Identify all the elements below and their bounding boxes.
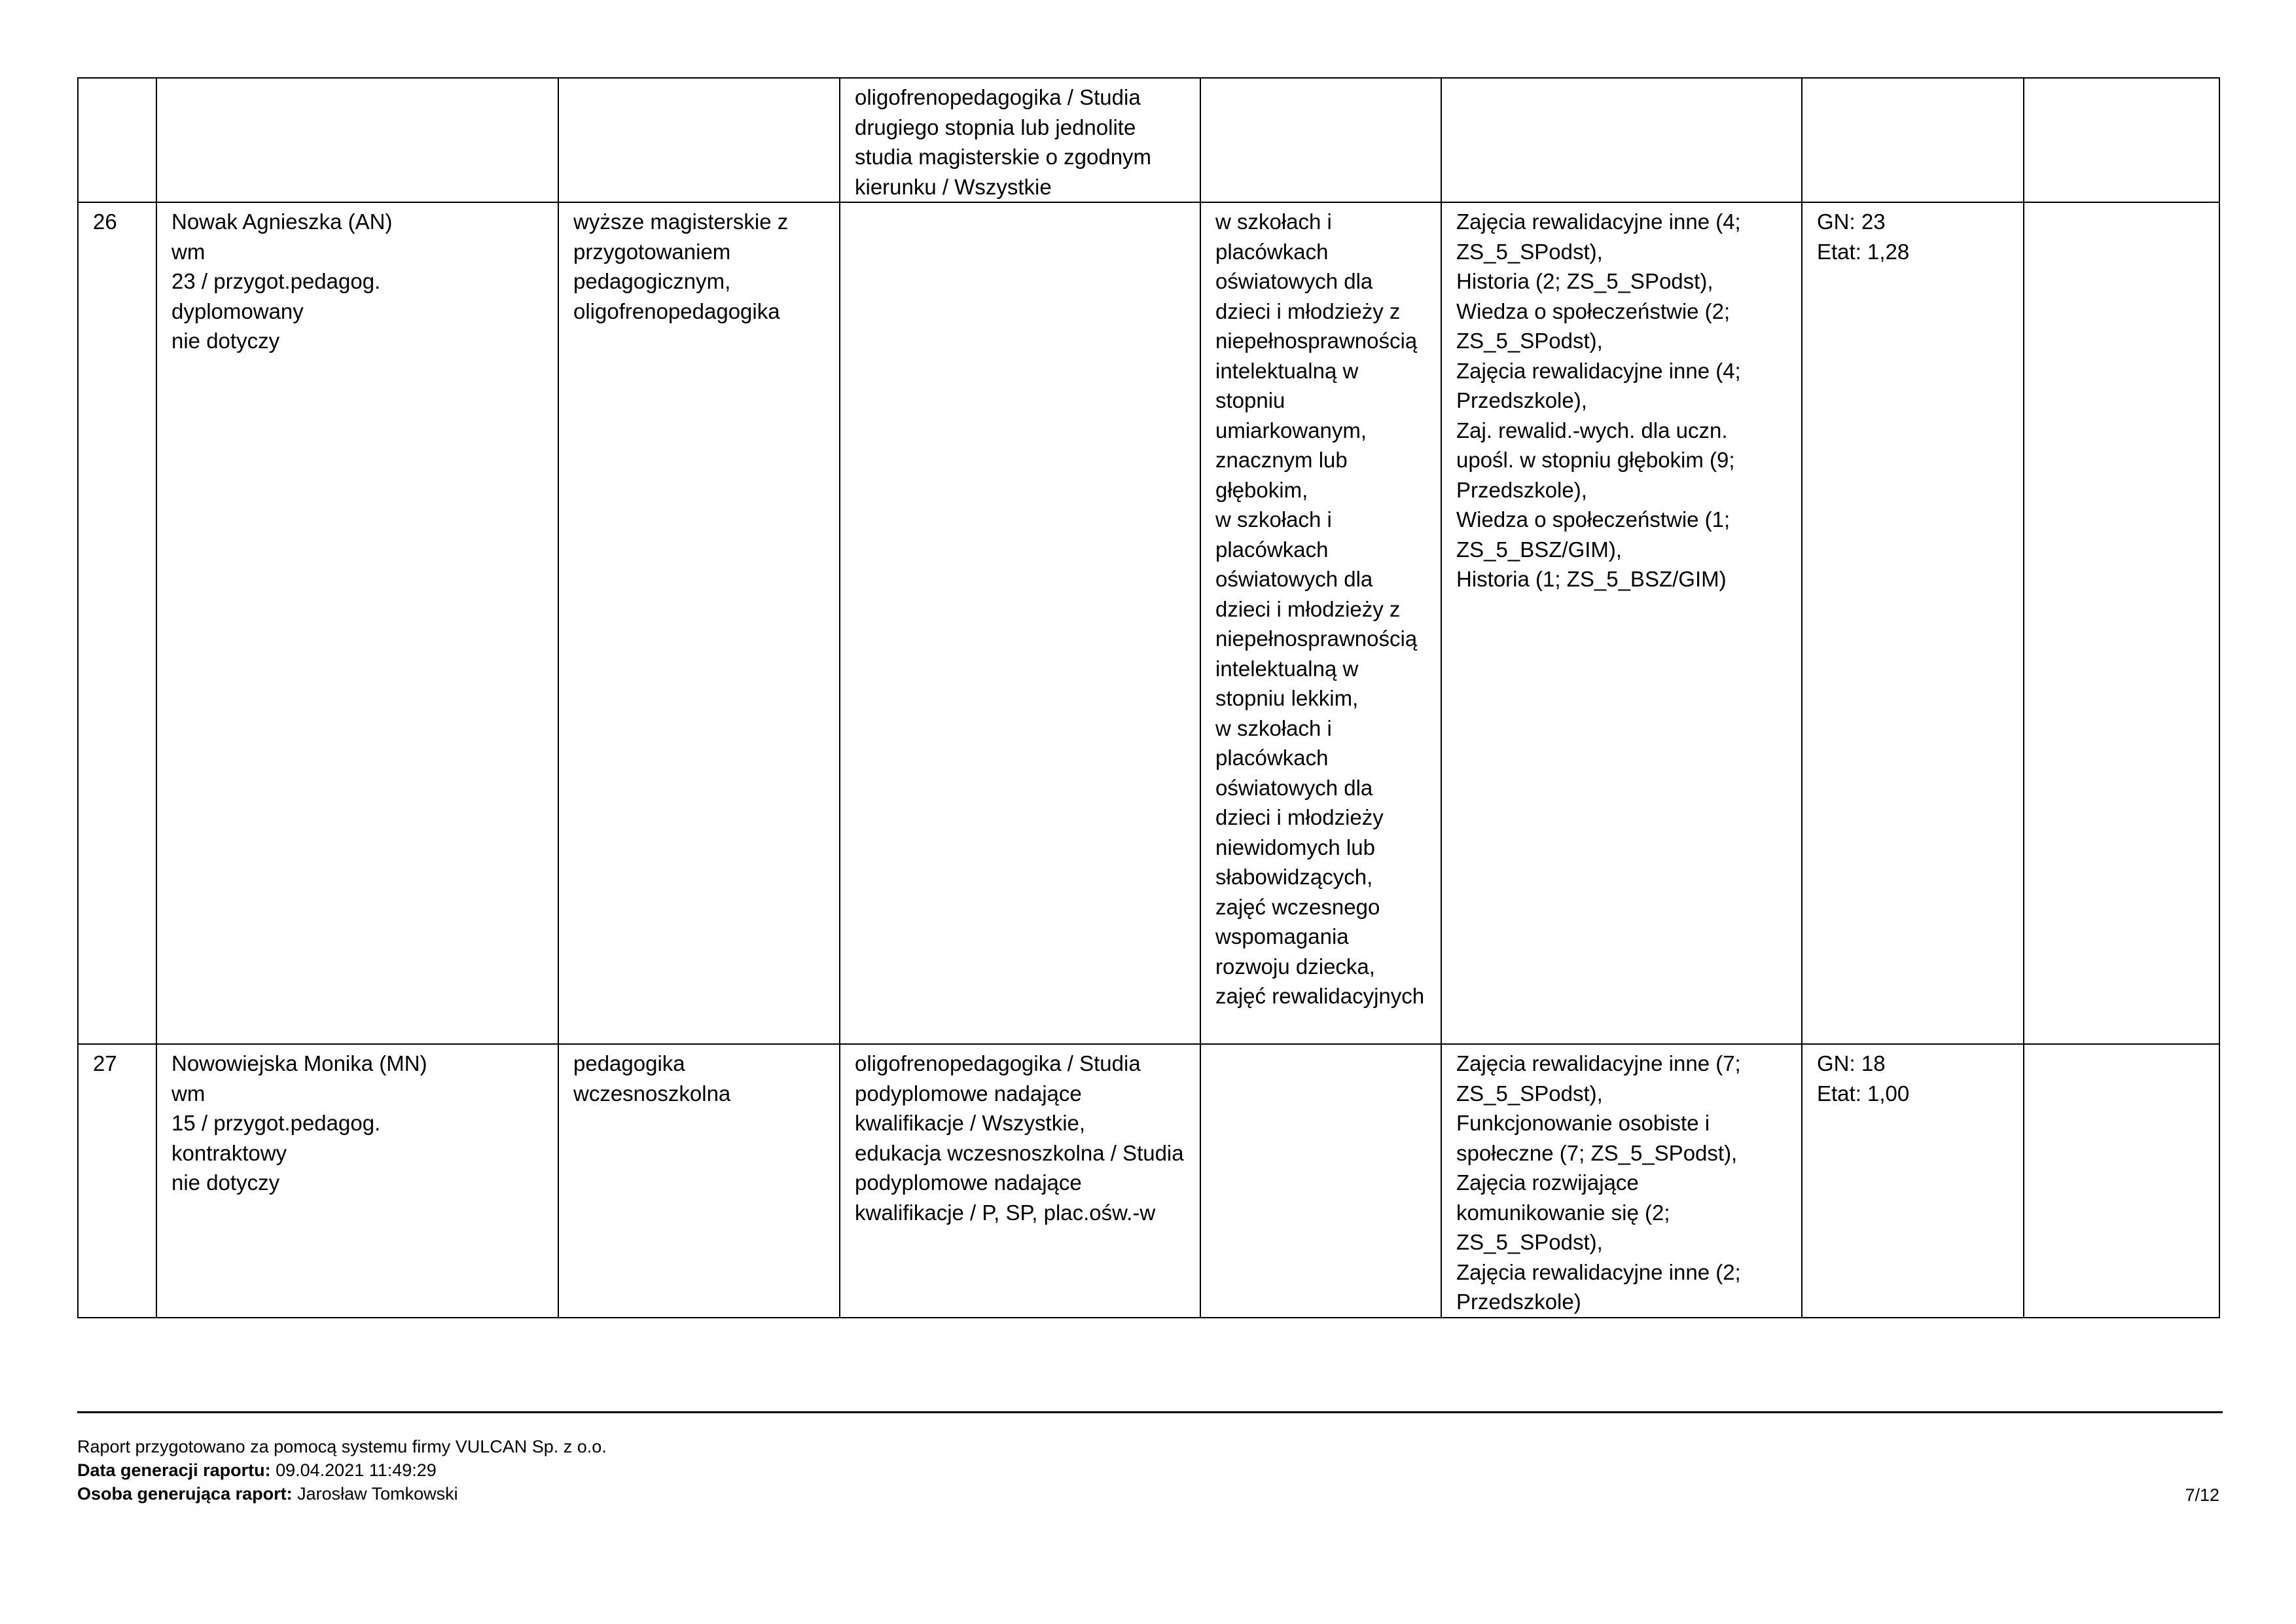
cell-special-qualifications: [1200, 1044, 1441, 1318]
cell-education: [558, 78, 840, 202]
footer-divider: [77, 1411, 2223, 1413]
staff-table: [77, 77, 2220, 1318]
cell-hours: GN: 23 Etat: 1,28: [1802, 202, 2024, 1044]
table-row: [78, 1044, 2219, 1318]
person-value: Jarosław Tomkowski: [292, 1484, 458, 1504]
cell-qualifications: oligofrenopedagogika / Studia drugiego stopnia lub jednolite studia magisterskie o zgodnym kierunku / Wszystkie: [840, 78, 1200, 202]
date-label: Data generacji raportu:: [77, 1460, 271, 1480]
cell-teacher: Nowowiejska Monika (MN) wm 15 / przygot.pedagog. kontraktowy nie dotyczy: [156, 1044, 558, 1318]
cell-special-qualifications: [1200, 78, 1441, 202]
cell-special-qualifications: w szkołach i placówkach oświatowych dla dzieci i młodzieży z niepełnosprawnością intelektualną w stopniu umiarkowanym, znacznym lub głębokim, w szkołach i placówkach oświatowych dla dzieci i młodzieży z niepełnosprawnością intelektualną w stopniu lekkim, w szkołach i placówkach oświatowych dla dzieci i młodzieży niewidomych lub słabowidzących, zajęć wczesnego wspomagania rozwoju dziecka, zajęć rewalidacyjnych: [1200, 202, 1441, 1044]
cell-hours: [1802, 78, 2024, 202]
cell-qualifications: oligofrenopedagogika / Studia podyplomowe nadające kwalifikacje / Wszystkie, edukacja wczesnoszkolna / Studia podyplomowe nadające kwalifikacje / P, SP, plac.ośw.-w: [840, 1044, 1200, 1318]
cell-notes: [2024, 202, 2219, 1044]
table-row: [78, 78, 2219, 202]
cell-subjects: [1441, 78, 1802, 202]
cell-qualifications: [840, 202, 1200, 1044]
cell-lp: [78, 78, 156, 202]
cell-subjects: Zajęcia rewalidacyjne inne (4; ZS_5_SPodst), Historia (2; ZS_5_SPodst), Wiedza o społeczeństwie (2; ZS_5_SPodst), Zajęcia rewalidacyjne inne (4; Przedszkole), Zaj. rewalid.-wych. dla uczn. upośl. w stopniu głębokim (9; Przedszkole), Wiedza o społeczeństwie (1; ZS_5_BSZ/GIM), Historia (1; ZS_5_BSZ/GIM): [1441, 202, 1802, 1044]
cell-education: wyższe magisterskie z przygotowaniem pedagogicznym, oligofrenopedagogika: [558, 202, 840, 1044]
cell-notes: [2024, 1044, 2219, 1318]
footer-generation-date: [77, 1458, 607, 1482]
cell-education: pedagogika wczesnoszkolna: [558, 1044, 840, 1318]
cell-teacher: Nowak Agnieszka (AN) wm 23 / przygot.pedagog. dyplomowany nie dotyczy: [156, 202, 558, 1044]
footer-author: [77, 1482, 607, 1506]
footer-system-note: Raport przygotowano za pomocą systemu firmy VULCAN Sp. z o.o.: [77, 1437, 607, 1456]
date-value: 09.04.2021 11:49:29: [270, 1460, 437, 1480]
cell-subjects: Zajęcia rewalidacyjne inne (7; ZS_5_SPodst), Funkcjonowanie osobiste i społeczne (7; ZS_5_SPodst), Zajęcia rozwijające komunikowanie się (2; ZS_5_SPodst), Zajęcia rewalidacyjne inne (2; Przedszkole): [1441, 1044, 1802, 1318]
report-footer: [77, 1435, 607, 1506]
person-label: Osoba generująca raport:: [77, 1484, 293, 1504]
cell-teacher: [156, 78, 558, 202]
cell-notes: [2024, 78, 2219, 202]
cell-lp: 26: [78, 202, 156, 1044]
page-number: 7/12: [2185, 1485, 2219, 1505]
cell-lp: 27: [78, 1044, 156, 1318]
cell-hours: GN: 18 Etat: 1,00: [1802, 1044, 2024, 1318]
table-row: [78, 202, 2219, 1044]
